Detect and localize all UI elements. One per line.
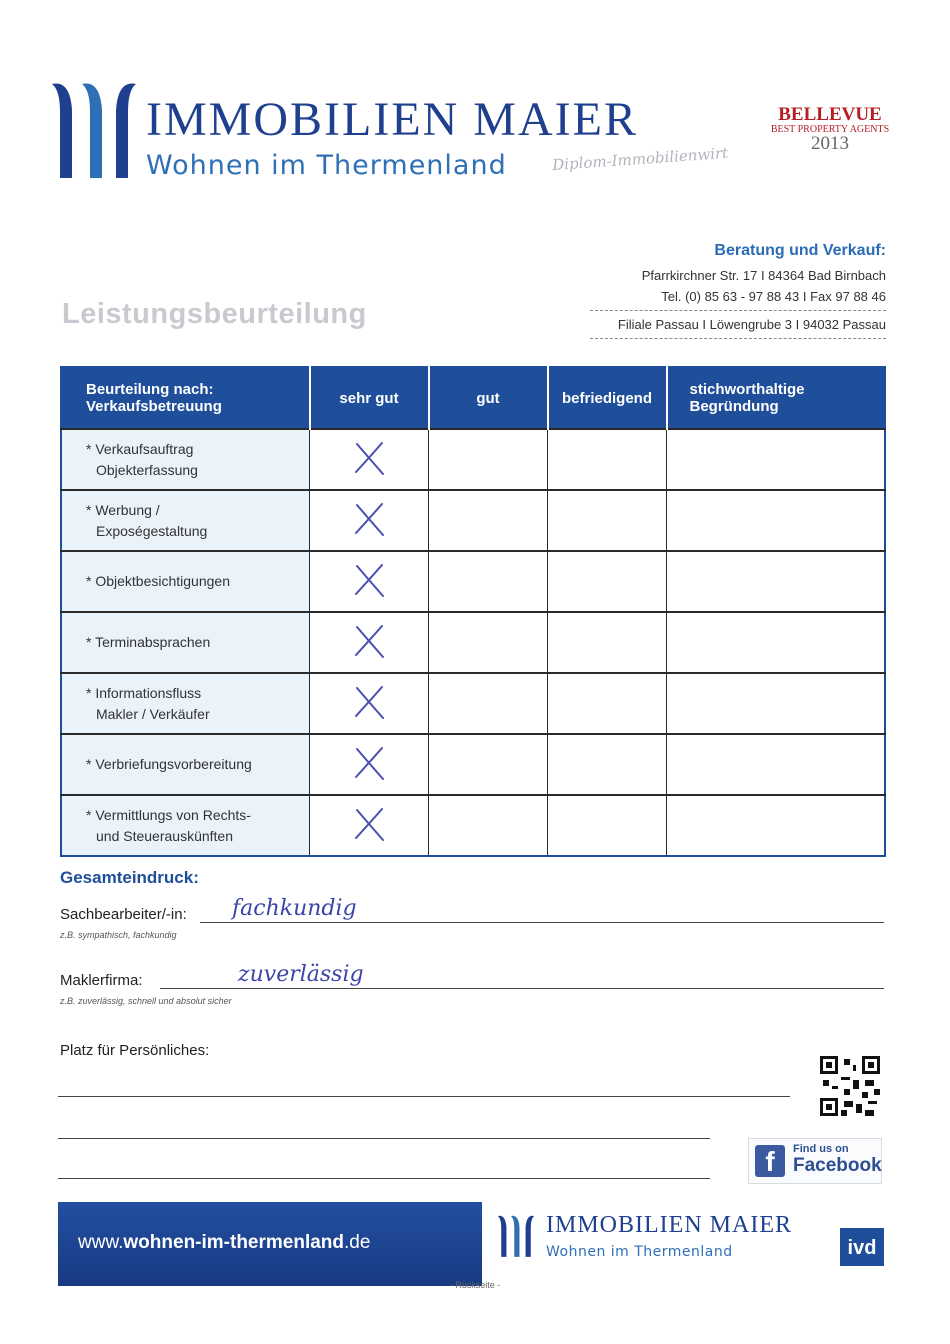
table-row	[61, 795, 885, 856]
facebook-badge[interactable]	[748, 1138, 882, 1184]
criteria-header	[61, 367, 310, 429]
rating-cell-befriedigend[interactable]	[548, 612, 667, 673]
form-title: Leistungsbeurteilung	[62, 298, 367, 330]
contact-address: Pfarrkirchner Str. 17 I 84364 Bad Birnbach	[641, 268, 886, 283]
criterion-label-continued: Exposégestaltung	[96, 522, 208, 539]
divider	[590, 310, 886, 311]
rating-cell-sehr-gut[interactable]	[310, 612, 429, 673]
rating-cell-gut[interactable]	[429, 551, 548, 612]
rating-cell-gut[interactable]	[429, 673, 548, 734]
table-row	[61, 490, 885, 551]
contact-block	[590, 242, 886, 345]
criterion-label: * Informationsfluss	[86, 684, 202, 701]
checkmark-x-icon	[349, 682, 389, 722]
criterion-label: * Verkaufsauftrag	[86, 440, 194, 457]
rating-cell-befriedigend[interactable]	[548, 490, 667, 551]
rating-cell-sehr-gut[interactable]	[310, 429, 429, 490]
rating-cell-gut[interactable]	[429, 612, 548, 673]
column-header-sehr-gut: sehr gut	[310, 367, 429, 429]
award-subtitle: BEST PROPERTY AGENTS	[770, 124, 890, 135]
bellevue-award-badge	[770, 104, 890, 155]
facebook-find-us: Find us on	[793, 1143, 849, 1155]
criterion-label: * Werbung /	[86, 501, 160, 518]
contact-phone: Tel. (0) 85 63 - 97 88 43 I Fax 97 88 46	[661, 289, 886, 304]
personal-notes-line-1[interactable]	[58, 1096, 790, 1097]
rating-cell-gut[interactable]	[429, 429, 548, 490]
reason-cell[interactable]	[667, 429, 886, 490]
criterion-cell	[61, 734, 310, 795]
reason-header-line1: stichworthaltige	[689, 381, 805, 398]
page-note: - Rückseite -	[449, 1280, 501, 1290]
table-header-row	[61, 367, 885, 429]
url-prefix: www.	[78, 1232, 124, 1253]
contact-title: Beratung und Verkauf:	[714, 242, 886, 259]
firm-hint: z.B. zuverlässig, schnell und absolut sicher	[60, 996, 232, 1006]
footer-website-link[interactable]	[78, 1232, 370, 1254]
company-logo-icon	[48, 80, 140, 180]
criterion-cell	[61, 612, 310, 673]
rating-table	[60, 366, 886, 857]
checkmark-x-icon	[349, 621, 389, 661]
footer-brand-name: IMMOBILIEN MAIER	[546, 1212, 792, 1238]
criteria-header-line2: Verkaufsbetreuung	[86, 398, 222, 415]
facebook-icon: f	[755, 1145, 785, 1177]
criterion-cell	[61, 490, 310, 551]
award-title: BELLEVUE	[778, 104, 882, 125]
checkmark-x-icon	[349, 560, 389, 600]
table-row	[61, 429, 885, 490]
staff-hint: z.B. sympathisch, fachkundig	[60, 930, 177, 940]
criterion-label-continued: und Steuerauskünften	[96, 827, 233, 844]
reason-cell[interactable]	[667, 734, 886, 795]
rating-cell-sehr-gut[interactable]	[310, 551, 429, 612]
table-row	[61, 673, 885, 734]
contact-branch: Filiale Passau I Löwengrube 3 I 94032 Passau	[617, 317, 886, 332]
criterion-label: * Objektbesichtigungen	[86, 573, 230, 589]
criterion-label: * Terminabsprachen	[86, 634, 211, 650]
brand-name: IMMOBILIEN MAIER	[146, 93, 638, 146]
criterion-cell	[61, 795, 310, 856]
facebook-label: Facebook	[793, 1155, 882, 1176]
criterion-label-continued: Objekterfassung	[96, 461, 198, 478]
checkmark-x-icon	[349, 499, 389, 539]
url-suffix: .de	[344, 1232, 371, 1253]
rating-cell-befriedigend[interactable]	[548, 551, 667, 612]
overall-impression-title: Gesamteindruck:	[60, 868, 199, 887]
ivd-badge: ivd	[840, 1228, 884, 1266]
reason-header	[667, 367, 886, 429]
staff-label: Sachbearbeiter/-in:	[60, 906, 187, 923]
table-row	[61, 551, 885, 612]
checkmark-x-icon	[349, 438, 389, 478]
criterion-label: * Vermittlungs von Rechts-	[86, 806, 251, 823]
footer-logo-icon	[496, 1206, 536, 1266]
reason-cell[interactable]	[667, 673, 886, 734]
rating-cell-gut[interactable]	[429, 490, 548, 551]
firm-signature-line[interactable]	[160, 988, 884, 989]
criterion-cell	[61, 673, 310, 734]
criterion-label-continued: Makler / Verkäufer	[96, 705, 210, 722]
firm-handwritten-value: zuverlässig	[238, 962, 364, 987]
checkmark-x-icon	[349, 743, 389, 783]
firm-label: Maklerfirma:	[60, 972, 143, 989]
rating-cell-gut[interactable]	[429, 795, 548, 856]
qualification-signature: Diplom-Immobilienwirt	[551, 143, 729, 175]
checkmark-x-icon	[349, 804, 389, 844]
column-header-befriedigend: befriedigend	[548, 367, 667, 429]
personal-notes-line-3[interactable]	[58, 1178, 710, 1179]
rating-cell-sehr-gut[interactable]	[310, 490, 429, 551]
reason-cell[interactable]	[667, 795, 886, 856]
footer-brand-tagline: Wohnen im Thermenland	[546, 1244, 733, 1260]
table-row	[61, 734, 885, 795]
brand-tagline: Wohnen im Thermenland	[146, 150, 507, 181]
personal-notes-label: Platz für Persönliches:	[60, 1042, 210, 1059]
column-header-gut: gut	[429, 367, 548, 429]
rating-cell-sehr-gut[interactable]	[310, 795, 429, 856]
rating-cell-sehr-gut[interactable]	[310, 673, 429, 734]
rating-cell-befriedigend[interactable]	[548, 673, 667, 734]
staff-handwritten-value: fachkundig	[232, 896, 357, 921]
rating-cell-befriedigend[interactable]	[548, 429, 667, 490]
criterion-label: * Verbriefungsvorbereitung	[86, 756, 252, 772]
reason-cell[interactable]	[667, 612, 886, 673]
url-main: wohnen-im-thermenland	[123, 1232, 345, 1253]
award-year: 2013	[811, 133, 849, 154]
reason-cell[interactable]	[667, 490, 886, 551]
rating-cell-befriedigend[interactable]	[548, 734, 667, 795]
criteria-header-line1: Beurteilung nach:	[86, 381, 214, 398]
staff-signature-line[interactable]	[200, 922, 884, 923]
rating-cell-sehr-gut[interactable]	[310, 734, 429, 795]
criterion-cell	[61, 429, 310, 490]
reason-header-line2: Begründung	[689, 398, 779, 415]
personal-notes-line-2[interactable]	[58, 1138, 710, 1139]
rating-cell-befriedigend[interactable]	[548, 795, 667, 856]
reason-cell[interactable]	[667, 551, 886, 612]
rating-cell-gut[interactable]	[429, 734, 548, 795]
divider	[590, 338, 886, 339]
criterion-cell	[61, 551, 310, 612]
qr-code-icon[interactable]	[820, 1056, 880, 1116]
table-row	[61, 612, 885, 673]
